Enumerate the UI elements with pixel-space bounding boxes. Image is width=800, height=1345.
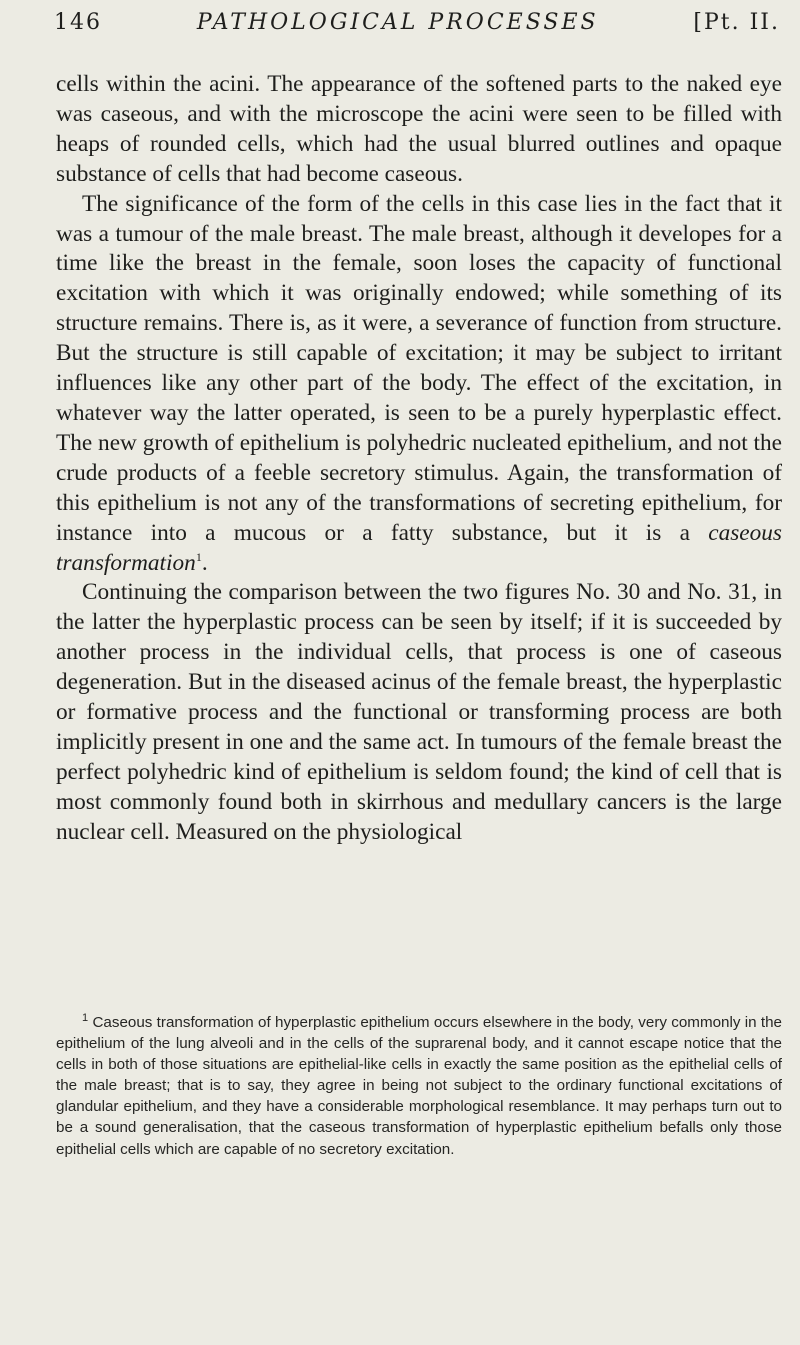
running-title: PATHOLOGICAL PROCESSES (196, 10, 599, 35)
body-text (56, 70, 782, 848)
footnote (56, 1012, 782, 1160)
running-header (54, 10, 780, 50)
paragraph-3: Continuing the comparison between the two figures No. 30 and No. 31, in the latter the hyperplastic process can be seen by itself; if it is succeeded by another process in the individual cells, that process is one of caseous degeneration. But in the diseased acinus of the female breast, the hyperplastic or formative process and the functional or transforming process are both implicitly present in one and the same act. In tumours of the female breast the perfect polyhedric kind of epithelium is seldom found; the kind of cell that is most commonly found both in skirrhous and medullary cancers is the large nuclear cell. Measured on the physiological (56, 579, 782, 845)
paragraph-2-end: . (201, 549, 208, 576)
paragraph-2-text: The significance of the form of the cells in this case lies in the fact that it was a tumour of the male breast. The male breast, although it developes for a time like the breast in the female, soon loses the capacity of functional excitation with which it was originally endowed; while something of its structure remains. There is, as it were, a severance of function from structure. But the structure is still capable of excitation; it may be subject to irritant influences like any other part of the body. The effect of the excitation, in whatever way the latter operated, is seen to be a purely hyperplastic effect. The new growth of epithelium is polyhedric nucleated epithelium, and not the crude products of a feeble secretory stimulus. Again, the transformation of this epithelium is not any of the transformations of secreting epithelium, for instance into a mucous or a fatty substance, but it is a (56, 190, 782, 546)
footnote-marker: 1 (82, 1011, 89, 1024)
part-label: [Pt. II. (693, 10, 780, 35)
caseous-transformation-term: caseous transformation (56, 519, 782, 576)
paragraph-1: cells within the acini. The appearance of the softened parts to the naked eye was caseous, and with the microscope the acini were seen to be filled with heaps of rounded cells, which had the usual blurred outlines and opaque substance of cells that had become caseous. (56, 71, 782, 187)
page-number: 146 (54, 10, 102, 35)
paragraph-2 (56, 190, 782, 579)
footnote-reference[interactable]: 1 (195, 549, 202, 564)
footnote-text: Caseous transformation of hyperplastic epithelium occurs elsewhere in the body, very commonly in the epithelium of the lung alveoli and in the cells of the suprarenal body, and it cannot escape notice that the cells in both of those situations are epithelial-like cells in exactly the same position as the epithelial cells of the male breast; that is to say, they agree in being not subject to the ordinary functional excitations of glandular epithelium, and they have a considerable morphological resemblance. It may perhaps turn out to be a sound generalisation, that the caseous transformation of hyperplastic epithelium befalls only those epithelial cells which are capable of no secretory excitation. (56, 1014, 782, 1158)
